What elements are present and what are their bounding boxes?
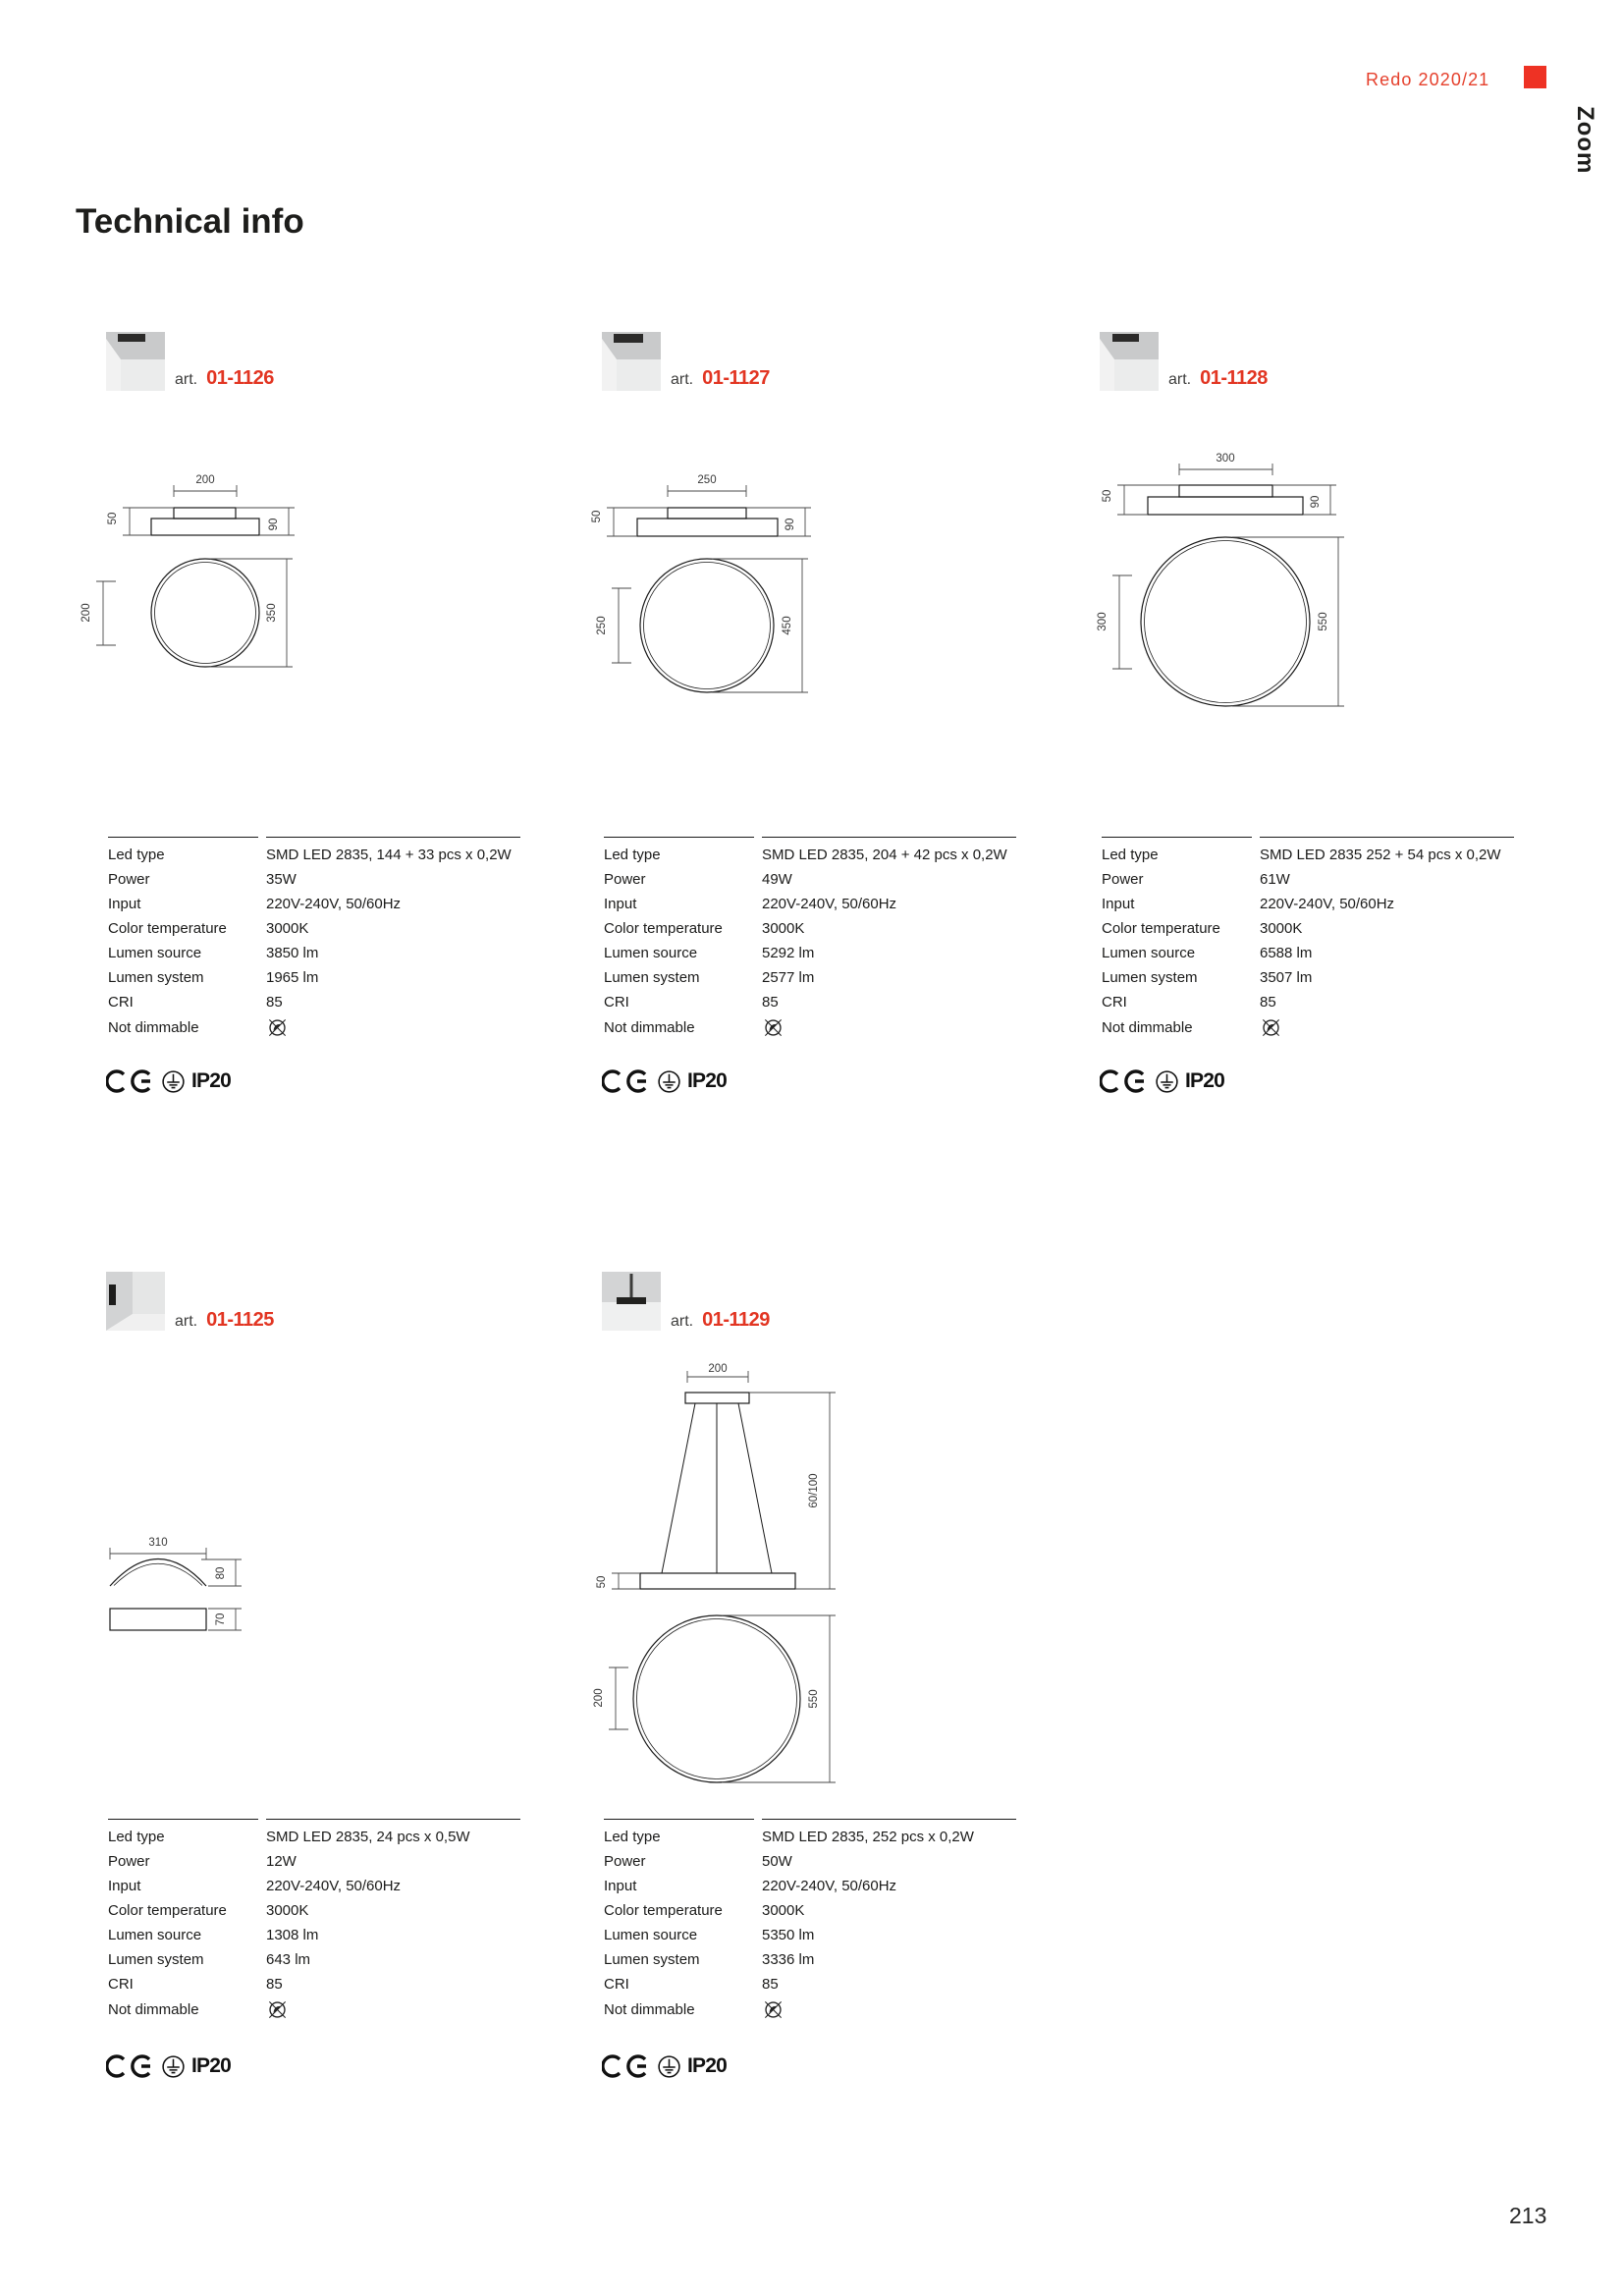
ce-mark-icon (1100, 1069, 1149, 1093)
spec-label: Lumen source (1102, 945, 1196, 961)
table-row (108, 990, 520, 1014)
dim-height-1: 50 (107, 512, 119, 525)
spec-label: Color temperature (108, 1902, 227, 1919)
top-view (1141, 537, 1310, 706)
page-number: 213 (1509, 2203, 1547, 2228)
spec-label: Lumen source (604, 1927, 698, 1943)
table-row (1102, 965, 1514, 990)
ip-rating: IP20 (191, 2054, 231, 2077)
spec-value: 5292 lm (762, 945, 815, 961)
dim-canopy-width: 200 (708, 1363, 728, 1375)
table-row (1102, 867, 1514, 892)
spec-value: 5350 lm (762, 1927, 815, 1943)
spec-value: 220V-240V, 50/60Hz (1260, 896, 1395, 912)
dim-outer-diameter: 550 (1318, 612, 1329, 631)
table-row (108, 1825, 520, 1849)
spec-value: SMD LED 2835, 204 + 42 pcs x 0,2W (762, 847, 1007, 863)
art-label: art. (671, 371, 694, 388)
spec-label: Lumen source (604, 945, 698, 961)
spec-label: Led type (108, 1829, 165, 1845)
table-row (108, 1972, 520, 1996)
dim-inner-diameter: 200 (81, 603, 92, 623)
spec-value: 61W (1260, 871, 1290, 888)
table-row (604, 892, 1016, 916)
spec-table (604, 837, 1016, 1041)
table-row (604, 1996, 1016, 2023)
table-row (604, 1825, 1016, 1849)
certifications (106, 2053, 231, 2079)
ip-rating: IP20 (687, 2054, 727, 2077)
table-row (604, 1874, 1016, 1898)
top-view (151, 559, 259, 667)
spec-table (1102, 837, 1514, 1041)
spec-label: Power (108, 871, 150, 888)
table-row (108, 1874, 520, 1898)
spec-label: Input (108, 896, 141, 912)
page-title: Technical info (76, 202, 304, 241)
table-row (108, 965, 520, 990)
table-top-rule (108, 837, 520, 838)
front-view (110, 1559, 206, 1587)
art-label: art. (175, 371, 198, 388)
table-top-rule (604, 837, 1016, 838)
spec-label: Power (604, 1853, 646, 1870)
dim-outer-diameter: 350 (266, 603, 278, 623)
collection-side-tab: Zoom (1572, 106, 1598, 175)
spec-value: 1965 lm (266, 969, 319, 986)
spec-value: 85 (762, 994, 779, 1011)
side-view (1148, 485, 1303, 515)
table-row (1102, 1014, 1514, 1041)
spec-value: 643 lm (266, 1951, 311, 1968)
spec-value: SMD LED 2835, 252 pcs x 0,2W (762, 1829, 974, 1845)
certifications (1100, 1068, 1224, 1094)
spec-value: 50W (762, 1853, 792, 1870)
dim-height-2: 90 (784, 518, 796, 531)
top-view (633, 1615, 800, 1782)
dim-height-2: 90 (268, 518, 280, 531)
table-row (1102, 843, 1514, 867)
table-row (604, 1947, 1016, 1972)
spec-value: 85 (1260, 994, 1276, 1011)
art-label: art. (175, 1313, 198, 1330)
art-label: art. (1168, 371, 1192, 388)
product-block-01-1125 (74, 1262, 535, 2106)
spec-label: Led type (1102, 847, 1159, 863)
product-thumbnail (106, 332, 165, 391)
spec-label: Not dimmable (604, 1019, 695, 1036)
spec-value: 3000K (1260, 920, 1303, 937)
not-dimmable-icon (1260, 1016, 1282, 1039)
dim-outer-diameter: 550 (808, 1689, 820, 1709)
spec-label: Lumen system (604, 1951, 700, 1968)
protection-class-icon (657, 2054, 681, 2079)
spec-label: Led type (108, 847, 165, 863)
spec-value: 220V-240V, 50/60Hz (762, 1878, 897, 1894)
table-row (604, 867, 1016, 892)
certifications (602, 1068, 727, 1094)
table-row (604, 965, 1016, 990)
protection-class-icon (161, 2054, 186, 2079)
table-row (604, 941, 1016, 965)
side-view (110, 1609, 206, 1630)
protection-class-icon (657, 1069, 681, 1094)
table-row (108, 1014, 520, 1041)
article-line (671, 1309, 770, 1332)
spec-table (604, 1819, 1016, 2023)
spec-label: Not dimmable (1102, 1019, 1193, 1036)
ip-rating: IP20 (687, 1069, 727, 1092)
dimension-drawing (103, 1527, 265, 1637)
spec-label: Lumen source (108, 945, 202, 961)
brand-square-icon (1524, 66, 1546, 88)
protection-class-icon (1155, 1069, 1179, 1094)
spec-table (108, 837, 520, 1041)
product-thumbnail (106, 1272, 165, 1331)
article-line (671, 367, 770, 390)
spec-value: 3000K (762, 920, 805, 937)
dim-height-1: 50 (1102, 489, 1113, 503)
spec-label: CRI (108, 1976, 134, 1993)
article-line (175, 1309, 274, 1332)
table-row (108, 892, 520, 916)
spec-value: 12W (266, 1853, 297, 1870)
dimension-drawing (77, 469, 312, 681)
spec-label: Power (604, 871, 646, 888)
spec-label: CRI (604, 1976, 629, 1993)
dim-outer-diameter: 450 (782, 616, 793, 635)
spec-label: Input (108, 1878, 141, 1894)
table-row (108, 941, 520, 965)
article-code: 01-1128 (1200, 367, 1268, 389)
table-row (604, 1014, 1016, 1041)
spec-value: 3336 lm (762, 1951, 815, 1968)
table-row (604, 1898, 1016, 1923)
table-row (108, 1898, 520, 1923)
spec-label: Power (1102, 871, 1144, 888)
spec-value: 49W (762, 871, 792, 888)
table-row (1102, 990, 1514, 1014)
product-block-01-1128 (1067, 324, 1529, 1110)
table-row (108, 1947, 520, 1972)
art-label: art. (671, 1313, 694, 1330)
dim-inner-diameter: 200 (593, 1688, 605, 1708)
side-view (151, 508, 259, 535)
spec-label: Lumen system (108, 1951, 204, 1968)
dim-top-width: 200 (195, 474, 215, 486)
product-thumbnail (602, 332, 661, 391)
table-row (108, 867, 520, 892)
product-thumbnail (1100, 332, 1159, 391)
table-row (108, 1996, 520, 2023)
product-block-01-1129 (569, 1262, 1031, 2106)
spec-label: Not dimmable (604, 2001, 695, 2018)
side-view (637, 508, 778, 536)
table-row (604, 990, 1016, 1014)
dim-top-width: 300 (1216, 453, 1235, 465)
ce-mark-icon (106, 1069, 155, 1093)
top-view (640, 559, 774, 692)
dimension-drawing (589, 1360, 859, 1792)
table-top-rule (1102, 837, 1514, 838)
dim-top-width: 250 (697, 474, 717, 486)
not-dimmable-icon (762, 1998, 784, 2021)
spec-value: 85 (266, 994, 283, 1011)
dim-inner-diameter: 300 (1097, 612, 1109, 631)
dim-height-1: 50 (591, 510, 603, 523)
spec-value: 85 (266, 1976, 283, 1993)
ip-rating: IP20 (191, 1069, 231, 1092)
spec-value: SMD LED 2835, 144 + 33 pcs x 0,2W (266, 847, 512, 863)
spec-label: Input (604, 896, 637, 912)
ce-mark-icon (602, 1069, 651, 1093)
table-row (604, 1972, 1016, 1996)
table-row (604, 843, 1016, 867)
spec-label: CRI (604, 994, 629, 1011)
table-row (108, 1849, 520, 1874)
product-block-01-1126 (74, 324, 535, 1110)
table-row (108, 843, 520, 867)
product-thumbnail (602, 1272, 661, 1331)
article-line (1168, 367, 1268, 390)
spec-value: 85 (762, 1976, 779, 1993)
dim-top-width: 310 (148, 1537, 168, 1549)
spec-label: Power (108, 1853, 150, 1870)
dim-height-1: 50 (596, 1575, 608, 1589)
spec-label: Color temperature (604, 1902, 723, 1919)
ce-mark-icon (602, 2054, 651, 2078)
dimension-drawing (584, 469, 820, 705)
spec-value: 220V-240V, 50/60Hz (266, 896, 402, 912)
certifications (106, 1068, 231, 1094)
spec-table (108, 1819, 520, 2023)
brand-title: Redo 2020/21 (1366, 70, 1490, 89)
dimension-drawing (1085, 447, 1372, 717)
product-block-01-1127 (569, 324, 1031, 1110)
spec-label: Input (1102, 896, 1135, 912)
table-row (604, 1849, 1016, 1874)
spec-value: 1308 lm (266, 1927, 319, 1943)
spec-label: Lumen system (604, 969, 700, 986)
table-row (108, 1923, 520, 1947)
spec-label: Lumen system (1102, 969, 1198, 986)
spec-value: 220V-240V, 50/60Hz (762, 896, 897, 912)
side-view (640, 1393, 795, 1589)
table-top-rule (604, 1819, 1016, 1820)
article-code: 01-1126 (206, 367, 274, 389)
spec-label: Color temperature (108, 920, 227, 937)
spec-label: Not dimmable (108, 2001, 199, 2018)
dim-height-2: 70 (215, 1613, 227, 1626)
dim-height-2: 90 (1310, 495, 1322, 509)
article-code: 01-1127 (702, 367, 770, 389)
table-row (604, 916, 1016, 941)
spec-label: CRI (1102, 994, 1127, 1011)
not-dimmable-icon (762, 1016, 784, 1039)
dim-inner-diameter: 250 (596, 616, 608, 635)
spec-label: Lumen system (108, 969, 204, 986)
spec-value: 3000K (266, 1902, 309, 1919)
article-code: 01-1125 (206, 1309, 274, 1331)
spec-label: CRI (108, 994, 134, 1011)
spec-value: 3000K (762, 1902, 805, 1919)
table-row (604, 1923, 1016, 1947)
spec-value: 35W (266, 871, 297, 888)
protection-class-icon (161, 1069, 186, 1094)
ip-rating: IP20 (1185, 1069, 1224, 1092)
spec-value: 3000K (266, 920, 309, 937)
table-row (1102, 892, 1514, 916)
spec-value: SMD LED 2835, 24 pcs x 0,5W (266, 1829, 470, 1845)
spec-value: 3507 lm (1260, 969, 1313, 986)
ce-mark-icon (106, 2054, 155, 2078)
spec-value: 220V-240V, 50/60Hz (266, 1878, 402, 1894)
spec-label: Not dimmable (108, 1019, 199, 1036)
spec-label: Led type (604, 1829, 661, 1845)
spec-value: 2577 lm (762, 969, 815, 986)
spec-value: SMD LED 2835 252 + 54 pcs x 0,2W (1260, 847, 1501, 863)
not-dimmable-icon (266, 1998, 289, 2021)
spec-label: Led type (604, 847, 661, 863)
dim-height-1: 80 (215, 1566, 227, 1580)
spec-label: Color temperature (604, 920, 723, 937)
dim-suspension: 60/100 (808, 1473, 820, 1508)
spec-value: 3850 lm (266, 945, 319, 961)
spec-value: 6588 lm (1260, 945, 1313, 961)
certifications (602, 2053, 727, 2079)
spec-label: Color temperature (1102, 920, 1220, 937)
spec-label: Input (604, 1878, 637, 1894)
not-dimmable-icon (266, 1016, 289, 1039)
table-top-rule (108, 1819, 520, 1820)
spec-label: Lumen source (108, 1927, 202, 1943)
article-code: 01-1129 (702, 1309, 770, 1331)
table-row (1102, 941, 1514, 965)
article-line (175, 367, 274, 390)
table-row (108, 916, 520, 941)
table-row (1102, 916, 1514, 941)
